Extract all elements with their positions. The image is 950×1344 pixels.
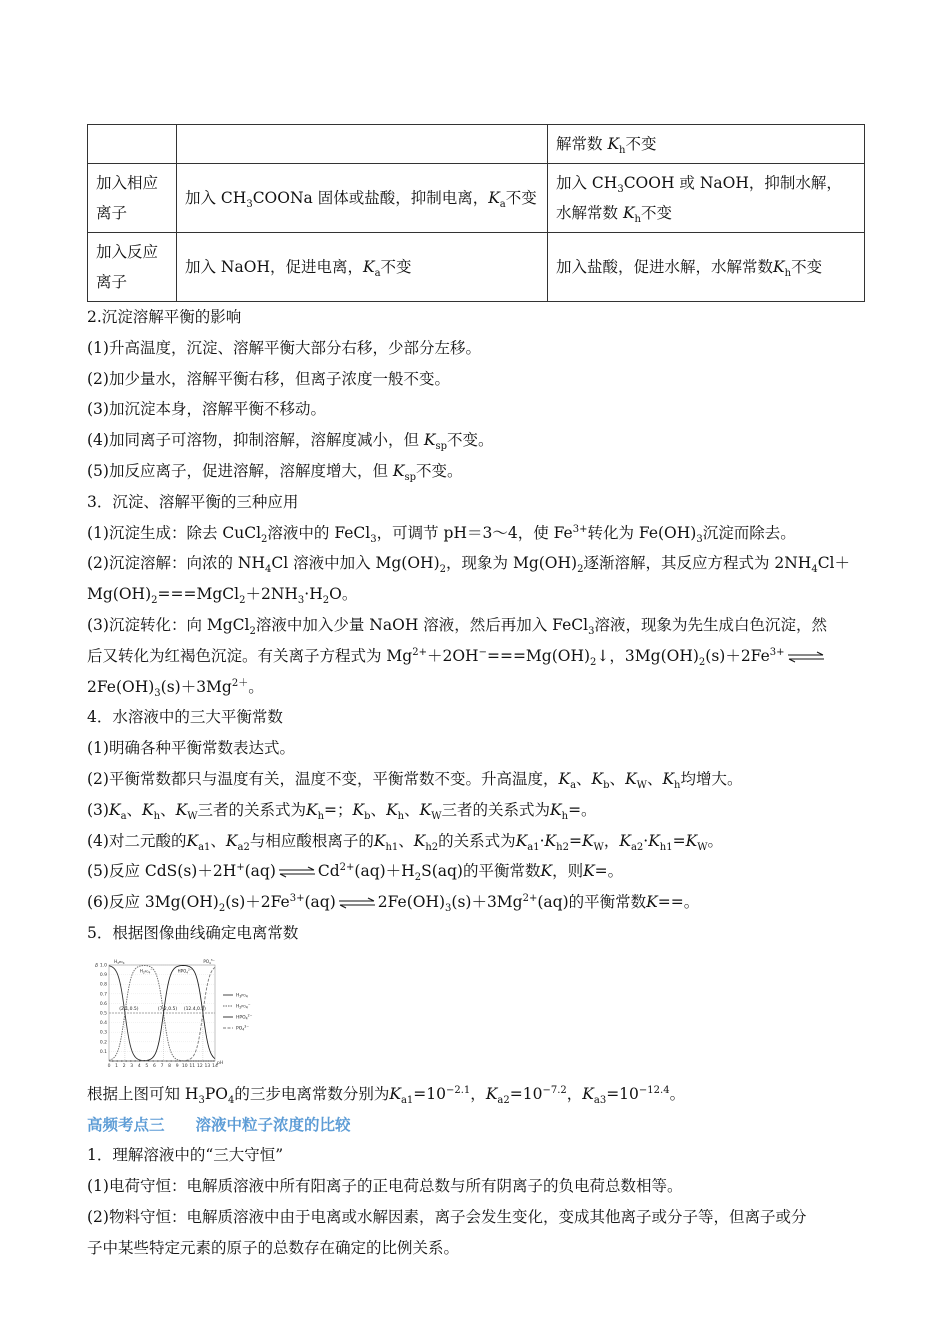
text-line: (4)加同离子可溶物，抑制溶解，溶解度减小，但 $K_{sp}$不变。 [87,431,494,453]
pka-annotation: (12.4,0.5) [183,1006,206,1012]
species-label: $HPO_4^{2-}$ [177,967,193,975]
x-tick-label: 4 [137,1063,141,1069]
x-tick-label: 2 [122,1063,126,1069]
species-label: $H_2^{PO}_4^-$ [139,967,153,975]
x-tick-label: 13 [204,1063,211,1069]
y-axis-label: δ [95,962,99,969]
series-line [109,965,215,1060]
speciation-chart [87,957,865,1075]
table-cell: 解常数 $K_h$不变 [548,125,865,164]
table-row [88,233,865,302]
x-tick-label: 9 [175,1063,179,1069]
comparison-table [87,124,865,302]
y-tick-label: 0.7 [99,992,107,998]
table-cell: 加入反应离子 [88,233,177,302]
text-line: (2)加少量水，溶解平衡右移，但离子浓度一般不变。 [87,369,450,388]
x-tick-label: 10 [181,1063,188,1069]
y-tick-label: 0.2 [99,1040,107,1046]
text-line: (1)升高温度，沉淀、溶解平衡大部分右移，少部分左移。 [87,338,481,357]
x-tick-label: 5 [145,1063,149,1069]
text-line: (1)明确各种平衡常数表达式。 [87,739,295,758]
x-tick-label: 11 [189,1063,196,1069]
text-line: 根据上图可知 $H_3PO_4$的三步电离常数分别为$K_{a1}=10^{-2.1}$，$K_{a2}=10^{-7.2}$，$K_{a3}=10^{-12.4}$。 [87,1084,686,1106]
table-cell: 加入 NaOH，促进电离，$K_a$不变 [177,233,548,302]
y-tick-label: 0.4 [99,1020,107,1026]
section-title: 1．理解溶液中的“三大守恒” [87,1146,284,1165]
text-line: (2)物料守恒：电解质溶液中由于电离或水解因素，离子会发生变化，变成其他离子或分子等，但离子或分 [87,1207,807,1226]
section-title: 4．水溶液中的三大平衡常数 [87,708,283,727]
text-line: (4)对二元酸的$K_{a1}$、$K_{a2}$与相应酸根离子的$K_{h1}$、$K_{h2}$的关系式为$K_{a1}\cdot K_{h2}=K_W$，$K_{a2}\cdot K_{h1}=K_W$。 [87,831,723,853]
table-cell: 加入 $CH_3COONa$ 固体或盐酸，抑制电离，$K_a$不变 [177,164,548,233]
equilibrium-arrow-icon [338,897,376,909]
content [87,124,865,1264]
section-title: 3．沉淀、溶解平衡的三种应用 [87,492,299,511]
pka-annotation: (7.2,0.5) [157,1006,178,1012]
y-tick-label: 0.9 [99,972,107,978]
legend-label: $PO_4^{3-}$ [236,1024,249,1032]
legend-label: $HPO_4^{2-}$ [236,1013,253,1021]
section-title: 5．根据图像曲线确定电离常数 [87,923,299,942]
table-cell [177,125,548,164]
x-tick-label: 12 [196,1063,203,1069]
table-cell: 加入相应离子 [88,164,177,233]
table-cell [88,125,177,164]
text-line: $Mg(OH)_2===MgCl_2+2NH_3\cdot H_2O$。 [87,585,358,607]
text-line: $2Fe(OH)_3(s)+3Mg^{2+}$。 [87,677,264,699]
x-tick-label: 1 [115,1063,119,1069]
y-tick-label: 0.6 [99,1001,107,1007]
text-line: (2)平衡常数都只与温度有关，温度不变，平衡常数不变。升高温度，$K_a$、$K_b$、$K_W$、$K_h$均增大。 [87,769,743,792]
text-line: (2)沉淀溶解：向浓的 $NH_4Cl$ 溶液中加入 $Mg(OH)_2$，现象为 $Mg(OH)_2$逐渐溶解，其反应方程式为 $2NH_4Cl+$ [87,554,851,576]
x-tick-label: 7 [160,1063,164,1069]
species-label: $PO_4^{3-}$ [203,957,215,965]
text-line: (5)加反应离子，促进溶解，溶解度增大，但 $K_{sp}$不变。 [87,461,463,484]
text-line: (3)沉淀转化：向 MgCl$_2$溶液中加入少量 NaOH 溶液，然后再加入 FeCl$_3$溶液，现象为先生成白色沉淀，然 [87,615,827,638]
table-row [88,125,865,164]
table-row [88,164,865,233]
text-line: 子中某些特定元素的原子的总数存在确定的比例关系。 [87,1238,460,1257]
section-heading: 高频考点三 溶液中粒子浓度的比较 [87,1114,351,1134]
y-tick-label: 0.8 [99,982,107,988]
text-line: (1)沉淀生成：除去 CuCl$_2$溶液中的 FeCl$_3$，可调节 pH＝3～4，使 $Fe^{3+}$转化为 $Fe(OH)_3$沉淀而除去。 [87,523,796,545]
x-tick-label: 14 [212,1063,218,1069]
legend-label: $H_3^{PO}_4$ [236,993,248,999]
equilibrium-arrow-icon [278,866,316,878]
x-tick-label: 3 [130,1063,134,1069]
table-cell: 加入盐酸，促进水解，水解常数$K_h$不变 [548,233,865,302]
text-line: 后又转化为红褐色沉淀。有关离子方程式为 $Mg^{2+}+2OH^-===Mg(OH)_2↓$，$3Mg(OH)_2(s)+2Fe^{3+}$ [87,641,865,672]
y-tick-label: 1.0 [99,963,107,969]
x-tick-label: 0 [107,1063,111,1069]
text-line: (6)反应 $3Mg(OH)_2(s)+2Fe^{3+}(aq)$ $2Fe(OH)_3(s)+3Mg^{2+}(aq)$的平衡常数K==。 [87,892,700,915]
speciation-chart-svg [87,957,277,1075]
x-axis-label: pH [217,1060,224,1066]
legend-label: $H_2^{PO}_4^-$ [236,1002,251,1010]
pka-annotation: (2.1,0.5) [119,1006,139,1012]
text-line: (3)加沉淀本身，溶解平衡不移动。 [87,400,326,419]
y-tick-label: 0.1 [99,1049,107,1055]
table-cell: 加入 $CH_3COOH$ 或 NaOH，抑制水解，水解常数 $K_h$不变 [548,164,865,233]
text-line: (5)反应 CdS(s)＋2H+(aq) $Cd^{2+}(aq)+H_2S(aq)$的平衡常数K，则K=。 [87,862,624,884]
section-title: 2.沉淀溶解平衡的影响 [87,308,242,326]
text-line: $(3)K_a$、$K_h$、$K_W$三者的关系式为$K_h=$；$K_b$、$K_h$、$K_W$三者的关系式为$K_h=$。 [87,800,597,822]
y-tick-label: 0.5 [99,1011,107,1017]
species-label: $H_3^{PO}_4$ [114,958,125,965]
equilibrium-arrow-icon [787,651,825,663]
y-tick-label: 0.3 [99,1030,107,1036]
text-line: (1)电荷守恒：电解质溶液中所有阳离子的正电荷总数与所有阴离子的负电荷总数相等。 [87,1177,683,1196]
x-tick-label: 6 [152,1063,156,1069]
x-tick-label: 8 [168,1063,172,1069]
